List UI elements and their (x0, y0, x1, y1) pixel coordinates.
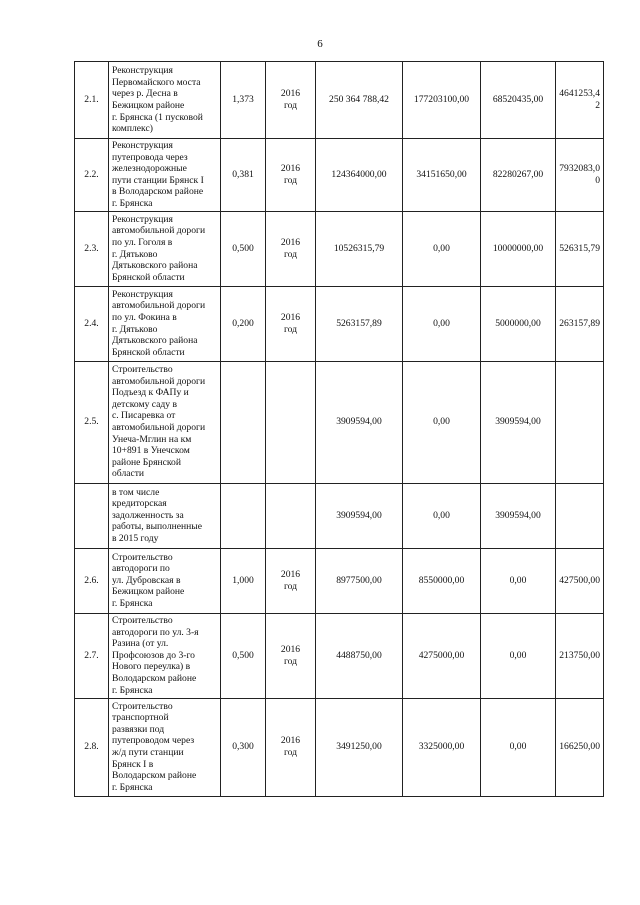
amount-column-c-line: 4641253,4 (559, 88, 600, 100)
amount-column-b: 68520435,00 (481, 62, 556, 139)
year (266, 483, 316, 548)
year (266, 548, 316, 613)
amount-column-a: 8550000,00 (403, 548, 481, 613)
object-name-line: Строительство (112, 364, 173, 376)
amount-column-c-line: 526315,79 (559, 242, 600, 254)
table-row (75, 698, 604, 796)
table-row (75, 548, 604, 613)
object-name-line: Реконструкция (112, 213, 173, 225)
object-name-line: Володарском районе (112, 672, 197, 684)
object-name-line: Дятьковского района (112, 260, 198, 272)
object-name (109, 211, 221, 286)
table-row (75, 613, 604, 698)
object-name-line: детскому саду в (112, 398, 178, 410)
amount-column-a: 3325000,00 (403, 698, 481, 796)
item-number: 2.7. (75, 613, 109, 698)
object-name-line: Реконструкция (112, 288, 173, 300)
year-line: 2016 (280, 88, 301, 100)
item-number (75, 483, 109, 548)
length-km: 0,381 (221, 139, 266, 212)
object-name-line: автодороги по ул. 3-я (112, 626, 199, 638)
item-number: 2.5. (75, 361, 109, 483)
object-name-line: с. Писаревка от (112, 410, 176, 422)
object-name-line: через р. Десна в (112, 88, 178, 100)
table-body (75, 62, 604, 797)
year (266, 139, 316, 212)
object-name-line: Реконструкция (112, 65, 173, 77)
table-row (75, 211, 604, 286)
object-name (109, 548, 221, 613)
amount-column-c-line: 166250,00 (559, 741, 600, 753)
object-name-line: транспортной (112, 712, 169, 724)
object-name-line: автомобильной дороги (112, 300, 206, 312)
object-name-line: Унеча-Мглин на км (112, 433, 192, 445)
object-name-line: задолженность за (112, 509, 184, 521)
object-name (109, 62, 221, 139)
year-line: 2016 (280, 643, 301, 655)
object-name-line: кредиторская (112, 498, 167, 510)
item-number: 2.1. (75, 62, 109, 139)
object-name-line: Дятьковского района (112, 335, 198, 347)
amount-column-c (556, 548, 604, 613)
amount-column-c (556, 613, 604, 698)
amount-column-c (556, 286, 604, 361)
total-amount: 8977500,00 (316, 548, 403, 613)
object-name-line: Брянск I в (112, 758, 154, 770)
object-name-line: Профсоюзов до 3-го (112, 649, 195, 661)
item-number: 2.3. (75, 211, 109, 286)
object-name-line: по ул. Фокина в (112, 311, 177, 323)
item-number: 2.4. (75, 286, 109, 361)
amount-column-c-line: 2 (595, 100, 600, 111)
year-line: 2016 (280, 311, 301, 323)
object-name-line: Строительство (112, 551, 173, 563)
object-name-line: автомобильной дороги (112, 225, 206, 237)
amount-column-a: 0,00 (403, 211, 481, 286)
total-amount: 124364000,00 (316, 139, 403, 212)
item-number: 2.2. (75, 139, 109, 212)
object-name-line: в Володарском районе (112, 186, 204, 198)
length-km: 0,300 (221, 698, 266, 796)
object-name-line: Подъезд к ФАПу и (112, 387, 189, 399)
total-amount: 3909594,00 (316, 483, 403, 548)
amount-column-c (556, 698, 604, 796)
object-name (109, 483, 221, 548)
total-amount: 3491250,00 (316, 698, 403, 796)
object-name-line: Нового переулка) в (112, 661, 191, 673)
amount-column-c-line: 427500,00 (559, 574, 600, 586)
length-km: 1,000 (221, 548, 266, 613)
object-name-line: автомобильной дороги (112, 375, 206, 387)
object-name-line: Бежицком районе (112, 100, 185, 111)
amount-column-c (556, 139, 604, 212)
table-row (75, 62, 604, 139)
amount-column-c-line: 213750,00 (559, 649, 600, 661)
amount-column-a: 0,00 (403, 286, 481, 361)
object-name (109, 613, 221, 698)
length-km (221, 483, 266, 548)
year-line: год (283, 174, 298, 186)
object-name-line: г. Брянска (112, 781, 153, 793)
total-amount: 3909594,00 (316, 361, 403, 483)
total-amount: 250 364 788,42 (316, 62, 403, 139)
object-name (109, 286, 221, 361)
length-km (221, 361, 266, 483)
amount-column-b: 5000000,00 (481, 286, 556, 361)
amount-column-b: 0,00 (481, 613, 556, 698)
object-name-line: по ул. Гоголя в (112, 236, 173, 248)
object-name-line: Первомайского моста (112, 76, 201, 88)
year (266, 698, 316, 796)
year-line: год (283, 248, 298, 260)
object-name-line: 10+891 в Унечском (112, 445, 190, 457)
object-name-line: работы, выполненные (112, 521, 202, 533)
table-row (75, 139, 604, 212)
total-amount: 5263157,89 (316, 286, 403, 361)
object-name-line: г. Брянска (112, 684, 153, 696)
total-amount: 10526315,79 (316, 211, 403, 286)
object-name-line: в том числе (112, 486, 160, 498)
year-line: год (283, 580, 298, 592)
table-row (75, 286, 604, 361)
object-name-line: путепроводом через (112, 735, 195, 747)
amount-column-c (556, 211, 604, 286)
amount-column-c (556, 483, 604, 548)
object-name-line: Строительство (112, 614, 173, 626)
object-name (109, 139, 221, 212)
object-name-line: автомобильной дороги (112, 422, 206, 434)
year-line: 2016 (280, 236, 301, 248)
item-number: 2.6. (75, 548, 109, 613)
item-number: 2.8. (75, 698, 109, 796)
amount-column-b: 0,00 (481, 548, 556, 613)
object-name-line: ж/д пути станции (112, 747, 184, 759)
total-amount: 4488750,00 (316, 613, 403, 698)
amount-column-b: 3909594,00 (481, 483, 556, 548)
object-name-line: Реконструкция (112, 140, 173, 151)
object-name-line: пути станции Брянск I (112, 174, 204, 186)
object-name-line: Брянской области (112, 346, 185, 358)
year (266, 62, 316, 139)
amount-column-b: 10000000,00 (481, 211, 556, 286)
object-name-line: комплекс) (112, 123, 153, 135)
object-name-line: путепровода через (112, 151, 188, 163)
length-km: 1,373 (221, 62, 266, 139)
object-name-line: г. Дятьково (112, 323, 158, 335)
amount-column-a: 4275000,00 (403, 613, 481, 698)
amount-column-a: 177203100,00 (403, 62, 481, 139)
length-km: 0,500 (221, 613, 266, 698)
amount-column-a: 0,00 (403, 361, 481, 483)
object-name-line: г. Брянска (1 пусковой (112, 111, 203, 123)
page-number: 6 (317, 38, 323, 50)
object-name (109, 698, 221, 796)
object-name-line: развязки под (112, 723, 165, 735)
year (266, 286, 316, 361)
amount-column-c-line: 7932083,0 (559, 163, 600, 175)
year (266, 613, 316, 698)
table-row (75, 483, 604, 548)
year-line: год (283, 747, 298, 759)
year (266, 361, 316, 483)
construction-projects-table (74, 61, 604, 797)
year-line: 2016 (280, 163, 301, 175)
object-name-line: Володарском районе (112, 770, 197, 782)
object-name-line: в 2015 году (112, 532, 159, 544)
object-name-line: Брянской области (112, 271, 185, 283)
amount-column-b: 0,00 (481, 698, 556, 796)
object-name-line: районе Брянской (112, 456, 181, 468)
object-name-line: Разина (от ул. (112, 638, 169, 650)
year (266, 211, 316, 286)
year-line: год (283, 655, 298, 667)
object-name (109, 361, 221, 483)
amount-column-c (556, 62, 604, 139)
amount-column-c-line: 0 (595, 174, 600, 186)
year-line: год (283, 100, 298, 111)
amount-column-b: 3909594,00 (481, 361, 556, 483)
object-name-line: ул. Дубровская в (112, 574, 181, 586)
object-name-line: железнодорожные (112, 163, 187, 175)
year-line: 2016 (280, 735, 301, 747)
amount-column-a: 34151650,00 (403, 139, 481, 212)
amount-column-c (556, 361, 604, 483)
object-name-line: г. Дятьково (112, 248, 158, 260)
object-name-line: г. Брянска (112, 197, 153, 209)
object-name-line: Бежицком районе (112, 586, 185, 598)
year-line: 2016 (280, 568, 301, 580)
amount-column-c-line: 263157,89 (559, 317, 600, 329)
length-km: 0,200 (221, 286, 266, 361)
object-name-line: Строительство (112, 700, 173, 712)
object-name-line: автодороги по (112, 563, 170, 575)
object-name-line: области (112, 468, 145, 480)
amount-column-a: 0,00 (403, 483, 481, 548)
object-name-line: г. Брянска (112, 597, 153, 609)
length-km: 0,500 (221, 211, 266, 286)
amount-column-b: 82280267,00 (481, 139, 556, 212)
year-line: год (283, 323, 298, 335)
table-row (75, 361, 604, 483)
